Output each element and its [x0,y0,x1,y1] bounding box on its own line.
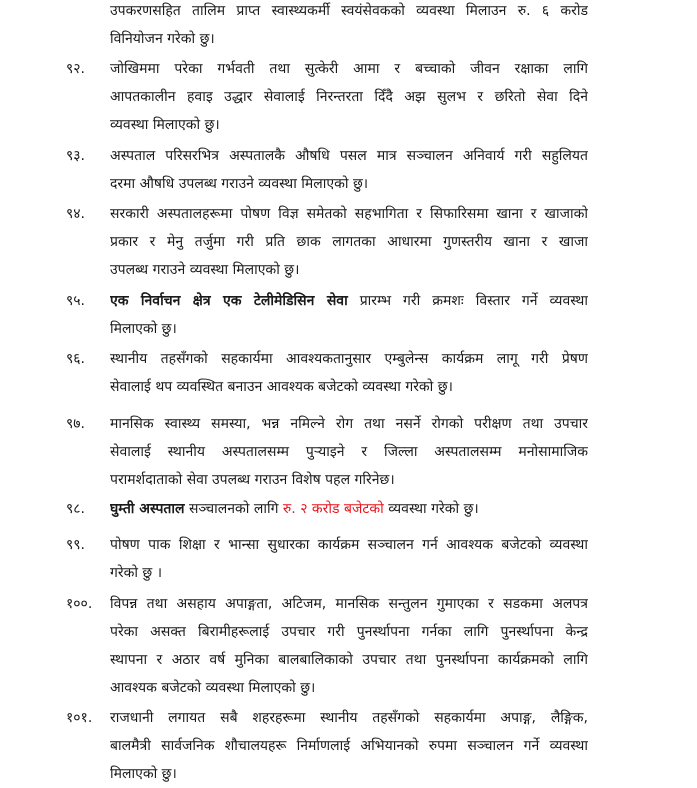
paragraph-line-end: व्यवस्था गरेको छु। [383,501,479,517]
paragraph-line: सरकारी अस्पतालहरूमा पोषण विज्ञ समेतको सहभागिता र सिफारिसमा खाना र खाजाको [110,206,588,222]
paragraph-line [110,287,588,315]
paragraph-text [110,0,588,53]
paragraph-line-mid: सञ्चालनको लागि [184,501,283,517]
bold-heading: घुम्ती अस्पताल [110,501,185,517]
paragraph-line: व्यवस्था मिलाएको छु। [110,117,220,133]
paragraph-number: १०१. [66,710,93,726]
paragraph-text [110,142,588,198]
paragraph-number: ९२. [66,61,86,77]
paragraph-number: ९६. [66,351,86,367]
paragraph-line-rest: प्रारम्भ गरी क्रमशः विस्तार गर्ने व्यवस्था [347,293,588,309]
paragraph-number: ९७. [66,416,86,432]
paragraph-text [110,200,588,284]
paragraph-text [110,410,588,494]
paragraph-line [110,495,588,523]
paragraph-text [110,590,588,702]
paragraph-line: प्रकार र मेनु तर्जुमा गरी प्रति छाक लागतका आधारमा गुणस्तरीय खाना र खाजा [110,234,588,250]
paragraph-number: १००. [66,596,93,612]
paragraph-line: सेवालाई स्थानीय अस्पतालसम्म पुऱ्याइने र जिल्ला अस्पतालसम्म मनोसामाजिक [110,444,588,460]
paragraph-number: ९५. [66,293,86,309]
paragraph-number: ९४. [66,206,86,222]
paragraph-line: मिलाएको छु। [110,766,177,782]
paragraph-number: ९९. [66,537,86,553]
paragraph-line: उपकरणसहित तालिम प्राप्त स्वास्थ्यकर्मी स्वयंसेवकको व्यवस्था मिलाउन रु. ६ करोड [110,3,588,19]
paragraph-text [110,704,588,788]
paragraph-text [110,495,588,523]
paragraph-text [110,287,588,343]
paragraph-text [110,55,588,139]
paragraph-line: आपतकालीन हवाइ उद्धार सेवालाई निरन्तरता दिँदै अझ सुलभ र छरितो सेवा दिने [110,89,588,105]
paragraph-line: स्थापना र अठार वर्ष मुनिका बालबालिकाको उपचार तथा पुनर्स्थापना कार्यक्रमको लागि [110,652,588,668]
paragraph-text [110,345,588,401]
paragraph-line: दरमा औषधि उपलब्ध गराउने व्यवस्था मिलाएको छु। [110,176,369,192]
paragraph-line: विपन्न तथा असहाय अपाङ्गता, अटिजम, मानसिक सन्तुलन गुमाएका र सडकमा अलपत्र [110,596,588,612]
paragraph-line: बालमैत्री सार्वजनिक शौचालयहरू निर्माणलाई अभियानको रुपमा सञ्चालन गर्ने व्यवस्था [110,738,588,754]
paragraph-line: मानसिक स्वास्थ्य समस्या, भन्न नमिल्ने रोग तथा नसर्ने रोगको परीक्षण तथा उपचार [110,416,588,432]
budget-highlight: रु. २ करोड बजेटको [282,501,384,517]
paragraph-line: अस्पताल परिसरभित्र अस्पतालकै औषधि पसल मात्र सञ्चालन अनिवार्य गरी सहुलियत [110,148,588,164]
paragraph-text [110,531,588,587]
paragraph-line: उपलब्ध गराउने व्यवस्था मिलाएको छु। [110,262,300,278]
paragraph-number: ९८. [66,501,86,517]
paragraph-line: मिलाएको छु। [110,321,177,337]
paragraph-line: जोखिममा परेका गर्भवती तथा सुत्केरी आमा र बच्चाको जीवन रक्षाका लागि [110,61,588,77]
paragraph-line: परामर्शदाताको सेवा उपलब्ध गराउन विशेष पहल गरिनेछ। [110,472,395,488]
paragraph-line: स्थानीय तहसँगको सहकार्यमा आवश्यकतानुसार एम्बुलेन्स कार्यक्रम लागू गरी प्रेषण [110,351,588,367]
paragraph-line: आवश्यक बजेटको व्यवस्था मिलाएको छु। [110,680,316,696]
paragraph-line: परेका असक्त बिरामीहरूलाई उपचार गरी पुनर्स्थापना गर्नका लागि पुनर्स्थापना केन्द्र [110,624,588,640]
paragraph-line: सेवालाई थप व्यवस्थित बनाउन आवश्यक बजेटको व्यवस्था गरेको छु। [110,379,453,395]
paragraph-number: ९३. [66,148,86,164]
paragraph-line: राजधानी लगायत सबै शहरहरूमा स्थानीय तहसँगको सहकार्यमा अपाङ्ग, लैङ्गिक, [110,710,588,726]
bold-heading: एक निर्वाचन क्षेत्र एक टेलीमेडिसिन सेवा [110,293,348,309]
paragraph-line: विनियोजन गरेको छु। [110,31,215,47]
paragraph-line: गरेको छु । [110,565,163,581]
paragraph-line: पोषण पाक शिक्षा र भान्सा सुधारका कार्यक्रम सञ्चालन गर्न आवश्यक बजेटको व्यवस्था [110,537,588,553]
